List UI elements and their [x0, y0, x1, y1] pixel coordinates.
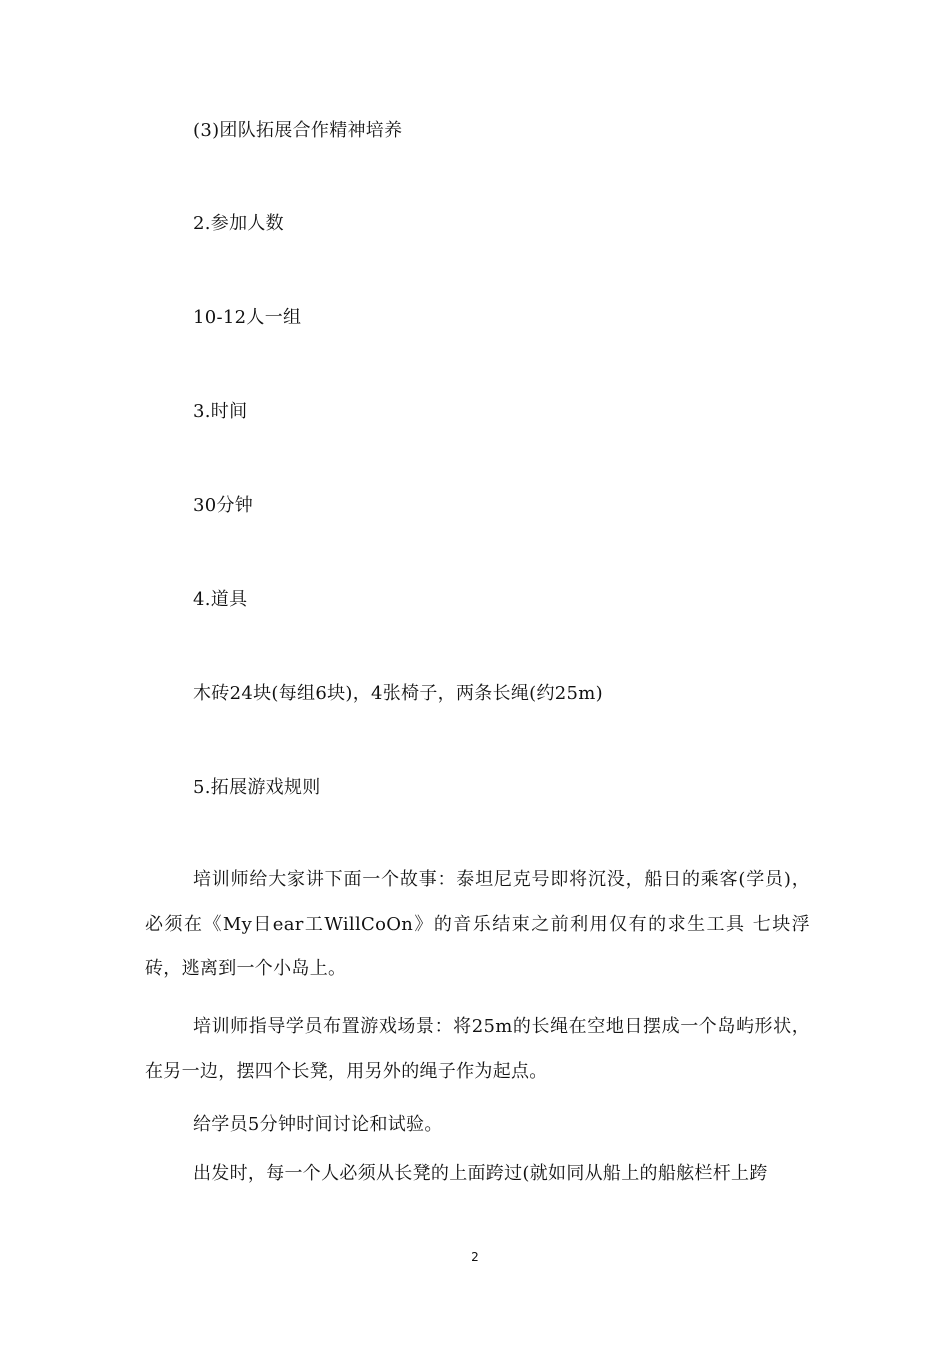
paragraph-setup: 培训师指导学员布置游戏场景：将25m的长绳在空地日摆成一个岛屿形状，在另一边，摆四个长凳，用另外的绳子作为起点。 — [145, 1016, 810, 1082]
paragraph-departure: 出发时，每一个人必须从长凳的上面跨过(就如同从船上的船舷栏杆上跨 — [193, 1163, 768, 1184]
participants-value: 10-12人一组 — [193, 307, 302, 328]
props-value: 木砖24块(每组6块)，4张椅子，两条长绳(约25m) — [193, 683, 603, 704]
section-item-team-spirit: (3)团队拓展合作精神培养 — [193, 120, 403, 141]
section-heading-rules: 5.拓展游戏规则 — [193, 777, 321, 798]
section-heading-participants: 2.参加人数 — [193, 213, 284, 234]
section-heading-time: 3.时间 — [193, 401, 248, 422]
time-value: 30分钟 — [193, 495, 254, 516]
section-heading-props: 4.道具 — [193, 589, 248, 610]
paragraph-discussion: 给学员5分钟时间讨论和试验。 — [193, 1114, 443, 1135]
page-number: 2 — [471, 1250, 479, 1264]
paragraph-story: 培训师给大家讲下面一个故事：泰坦尼克号即将沉没，船日的乘客(学员)，必须在《My日ear工WillCoOn》的音乐结束之前利用仅有的求生工具 七块浮砖，逃离到一个小岛上。 — [145, 869, 810, 979]
